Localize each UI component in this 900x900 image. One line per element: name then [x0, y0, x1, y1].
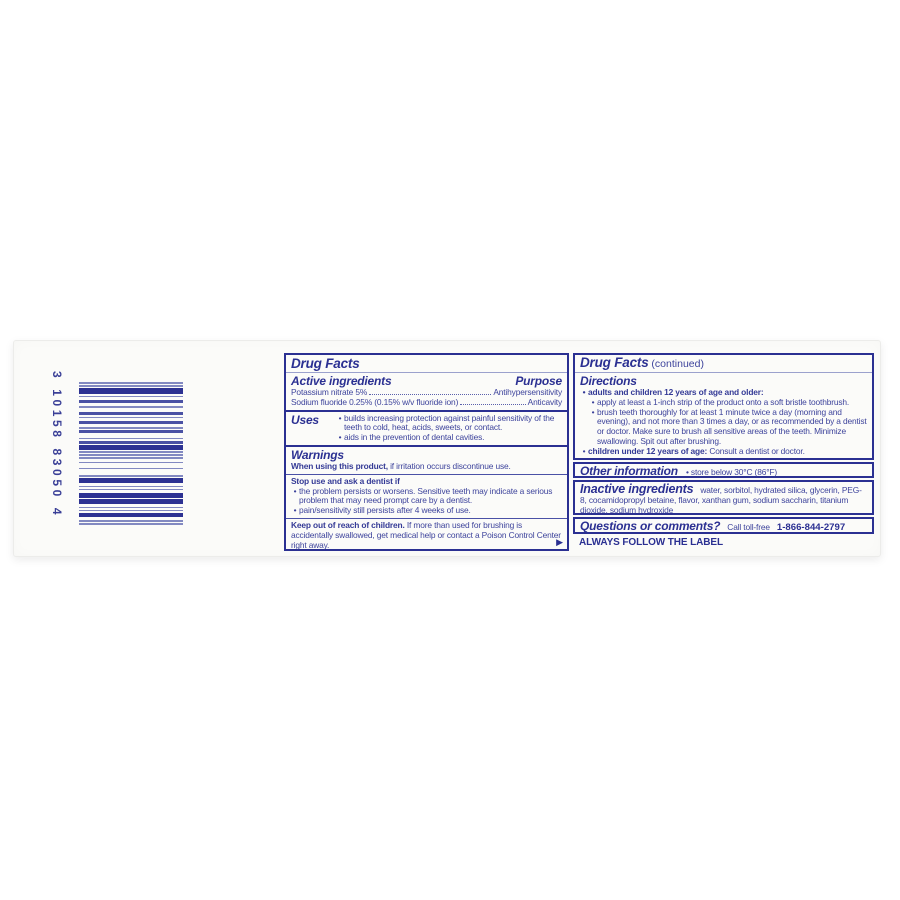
uses-bullet: • aids in the prevention of dental cavities.	[336, 433, 562, 443]
upc-barcode	[79, 382, 183, 525]
stop-use-heading: Stop use and ask a dentist if	[291, 475, 400, 486]
uses-bullet: • builds increasing protection against painful sensitivity of the teeth to cold, heat, acids, sweets, or contact.	[336, 414, 562, 434]
drug-facts-continued-title: Drug Facts (continued)	[580, 355, 704, 370]
dotted-leader	[369, 394, 491, 395]
questions-heading: Questions or comments?	[580, 519, 721, 533]
inactive-ingredients-heading: Inactive ingredients	[580, 482, 694, 496]
dotted-leader	[460, 404, 525, 405]
uses-heading: Uses	[291, 412, 319, 427]
drug-facts-continued-panel	[573, 353, 874, 460]
bullet-icon: •	[582, 445, 586, 456]
directions-heading: Directions	[580, 374, 637, 388]
divider	[286, 474, 567, 475]
stop-use-bullet: • pain/sensitivity still persists after 4 weeks of use.	[291, 506, 562, 516]
divider	[575, 372, 872, 373]
uses-section	[291, 414, 562, 443]
when-using-text: When using this product, if irritation occurs discontinue use.	[291, 460, 511, 471]
call-toll-free-label: Call toll-free	[727, 522, 770, 532]
drug-facts-title: Drug Facts	[291, 356, 360, 371]
divider	[286, 372, 567, 373]
toothpaste-box-back-panel	[13, 340, 881, 557]
divider	[286, 445, 567, 447]
drug-facts-panel	[284, 353, 569, 551]
directions-sub-bullet: • apply at least a 1-inch strip of the product onto a soft bristle toothbrush.	[589, 398, 867, 408]
bullet-icon: •	[338, 432, 342, 443]
inactive-ingredients-text: Inactive ingredients water, sorbitol, hydrated silica, glycerin, PEG-8, cocamidopropyl betaine, flavor, xanthan gum, sodium saccharin, titanium dioxide, sodium hydroxide	[580, 482, 862, 515]
other-information-text: • store below 30°C (86°F)	[685, 467, 778, 477]
other-information-heading: Other information	[580, 464, 678, 478]
always-follow-label-text: ALWAYS FOLLOW THE LABEL	[579, 537, 723, 548]
ingredient-name: Potassium nitrate 5%	[291, 387, 368, 397]
directions-sub-bullet: • brush teeth thoroughly for at least 1 minute twice a day (morning and evening), and not more than 3 times a day, or as recommended by a dentist or doctor. Make sure to brush all sensitive areas of the teeth. Minimize swallowing. Spit out after brushing.	[589, 408, 867, 447]
stop-use-bullet: • the problem persists or worsens. Sensitive teeth may indicate a serious problem that may need prompt care by a dentist.	[291, 487, 562, 507]
directions-adults-bullet: • adults and children 12 years of age and older:	[580, 388, 867, 398]
active-ingredient-row	[291, 398, 562, 408]
divider	[286, 518, 567, 519]
upc-barcode-digits: 3 10158 83050 4	[50, 371, 64, 519]
purpose-heading: Purpose	[515, 374, 562, 388]
bullet-icon: •	[293, 485, 297, 496]
ingredient-purpose: Antihypersensitivity	[493, 387, 562, 397]
keep-out-of-reach-text: Keep out of reach of children. If more than used for brushing is accidentally swallowed, get medical help or contact a Poison Control Center right away.	[291, 519, 561, 550]
bullet-icon: •	[338, 412, 342, 423]
ingredient-name: Sodium fluoride 0.25% (0.15% w/v fluoride ion)	[291, 396, 459, 407]
continuation-arrow-icon: ▶	[556, 537, 563, 547]
bullet-icon: •	[591, 406, 595, 417]
bullet-icon: •	[582, 387, 586, 397]
questions-panel	[573, 517, 874, 534]
other-information-panel	[573, 462, 874, 478]
bullet-icon: •	[591, 396, 595, 407]
directions-children-bullet: • children under 12 years of age: Consult a dentist or doctor.	[580, 447, 867, 457]
bullet-icon: •	[293, 505, 297, 516]
active-ingredients-heading: Active ingredients	[291, 374, 392, 388]
warnings-heading: Warnings	[291, 447, 344, 462]
inactive-ingredients-panel	[573, 480, 874, 515]
toll-free-phone-number: 1-866-844-2797	[776, 522, 846, 533]
divider	[286, 410, 567, 412]
ingredient-purpose: Anticavity	[527, 396, 562, 407]
